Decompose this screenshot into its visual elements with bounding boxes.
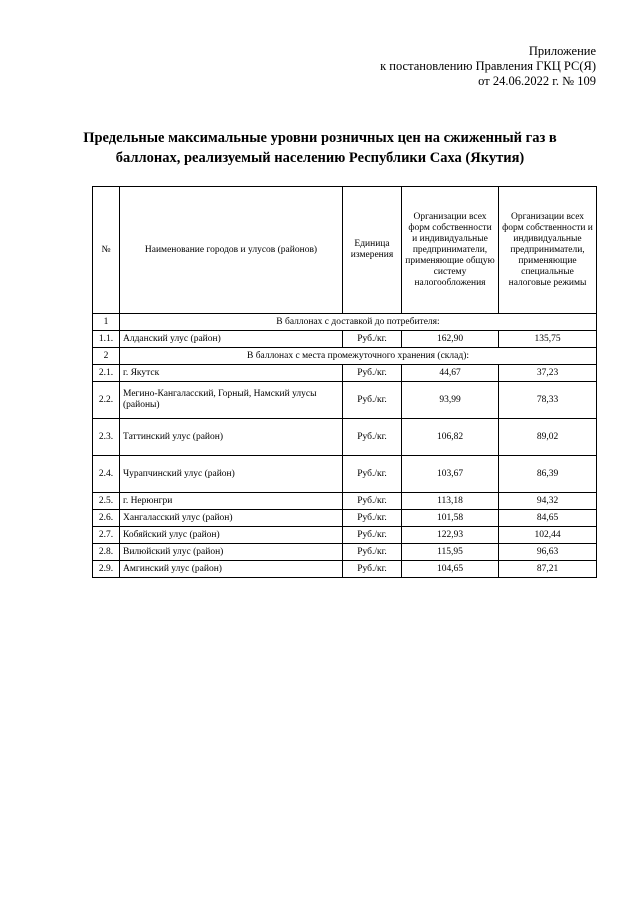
row-price-general: 44,67 [402, 365, 499, 382]
row-unit: Руб./кг. [343, 331, 402, 348]
row-price-special: 86,39 [499, 456, 597, 493]
row-name: Мегино-Кангаласский, Горный, Намский улусы (районы) [120, 382, 343, 419]
section-row [93, 314, 597, 331]
header-special-taxation: Организации всех форм собственности и индивидуальные предприниматели, применяющие специальные налоговые режимы [499, 187, 597, 314]
row-name: Чурапчинский улус (район) [120, 456, 343, 493]
row-number: 2.6. [93, 510, 120, 527]
table-row [93, 382, 597, 419]
section-number: 2 [93, 348, 120, 365]
row-price-general: 122,93 [402, 527, 499, 544]
row-price-general: 113,18 [402, 493, 499, 510]
row-unit: Руб./кг. [343, 493, 402, 510]
row-price-special: 94,32 [499, 493, 597, 510]
table-row [93, 493, 597, 510]
header-unit: Единица измерения [343, 187, 402, 314]
table-row [93, 331, 597, 348]
table-row [93, 419, 597, 456]
table-row [93, 510, 597, 527]
header-name: Наименование городов и улусов (районов) [120, 187, 343, 314]
resolution-reference: к постановлению Правления ГКЦ РС(Я) [380, 59, 596, 73]
header-number: № [93, 187, 120, 314]
row-name: Хангаласский улус (район) [120, 510, 343, 527]
table-row [93, 561, 597, 578]
row-price-general: 106,82 [402, 419, 499, 456]
row-unit: Руб./кг. [343, 365, 402, 382]
price-table [92, 186, 597, 578]
row-number: 2.4. [93, 456, 120, 493]
row-number: 2.3. [93, 419, 120, 456]
table-row [93, 365, 597, 382]
row-unit: Руб./кг. [343, 510, 402, 527]
section-title: В баллонах с доставкой до потребителя: [120, 314, 597, 331]
row-price-special: 37,23 [499, 365, 597, 382]
row-price-general: 104,65 [402, 561, 499, 578]
row-name: Амгинский улус (район) [120, 561, 343, 578]
table-row [93, 527, 597, 544]
section-row [93, 348, 597, 365]
header-general-taxation: Организации всех форм собственности и индивидуальные предприниматели, применяющие общую систему налогообложения [402, 187, 499, 314]
appendix-label: Приложение [528, 44, 596, 58]
row-number: 2.8. [93, 544, 120, 561]
row-price-special: 135,75 [499, 331, 597, 348]
document-title [60, 128, 580, 168]
row-number: 2.2. [93, 382, 120, 419]
row-unit: Руб./кг. [343, 544, 402, 561]
appendix-header [276, 44, 596, 89]
row-price-general: 101,58 [402, 510, 499, 527]
row-name: г. Якутск [120, 365, 343, 382]
row-number: 2.5. [93, 493, 120, 510]
row-unit: Руб./кг. [343, 419, 402, 456]
row-name: г. Нерюнгри [120, 493, 343, 510]
resolution-date: от 24.06.2022 г. № 109 [478, 74, 596, 88]
row-unit: Руб./кг. [343, 456, 402, 493]
row-unit: Руб./кг. [343, 527, 402, 544]
row-price-special: 96,63 [499, 544, 597, 561]
table-header-row [93, 187, 597, 314]
row-number: 2.9. [93, 561, 120, 578]
row-name: Алданский улус (район) [120, 331, 343, 348]
table-row [93, 456, 597, 493]
row-number: 2.7. [93, 527, 120, 544]
row-price-general: 115,95 [402, 544, 499, 561]
row-name: Кобяйский улус (район) [120, 527, 343, 544]
title-line-1: Предельные максимальные уровни розничных цен на сжиженный газ в [83, 130, 557, 146]
row-name: Вилюйский улус (район) [120, 544, 343, 561]
row-price-general: 162,90 [402, 331, 499, 348]
row-number: 2.1. [93, 365, 120, 382]
row-price-special: 78,33 [499, 382, 597, 419]
table-row [93, 544, 597, 561]
row-price-special: 89,02 [499, 419, 597, 456]
row-price-special: 87,21 [499, 561, 597, 578]
row-name: Таттинский улус (район) [120, 419, 343, 456]
row-price-special: 102,44 [499, 527, 597, 544]
section-title: В баллонах с места промежуточного хранения (склад): [120, 348, 597, 365]
section-number: 1 [93, 314, 120, 331]
row-price-general: 93,99 [402, 382, 499, 419]
row-price-special: 84,65 [499, 510, 597, 527]
row-price-general: 103,67 [402, 456, 499, 493]
row-unit: Руб./кг. [343, 382, 402, 419]
title-line-2: баллонах, реализуемый населению Республики Саха (Якутия) [115, 150, 525, 166]
row-unit: Руб./кг. [343, 561, 402, 578]
row-number: 1.1. [93, 331, 120, 348]
